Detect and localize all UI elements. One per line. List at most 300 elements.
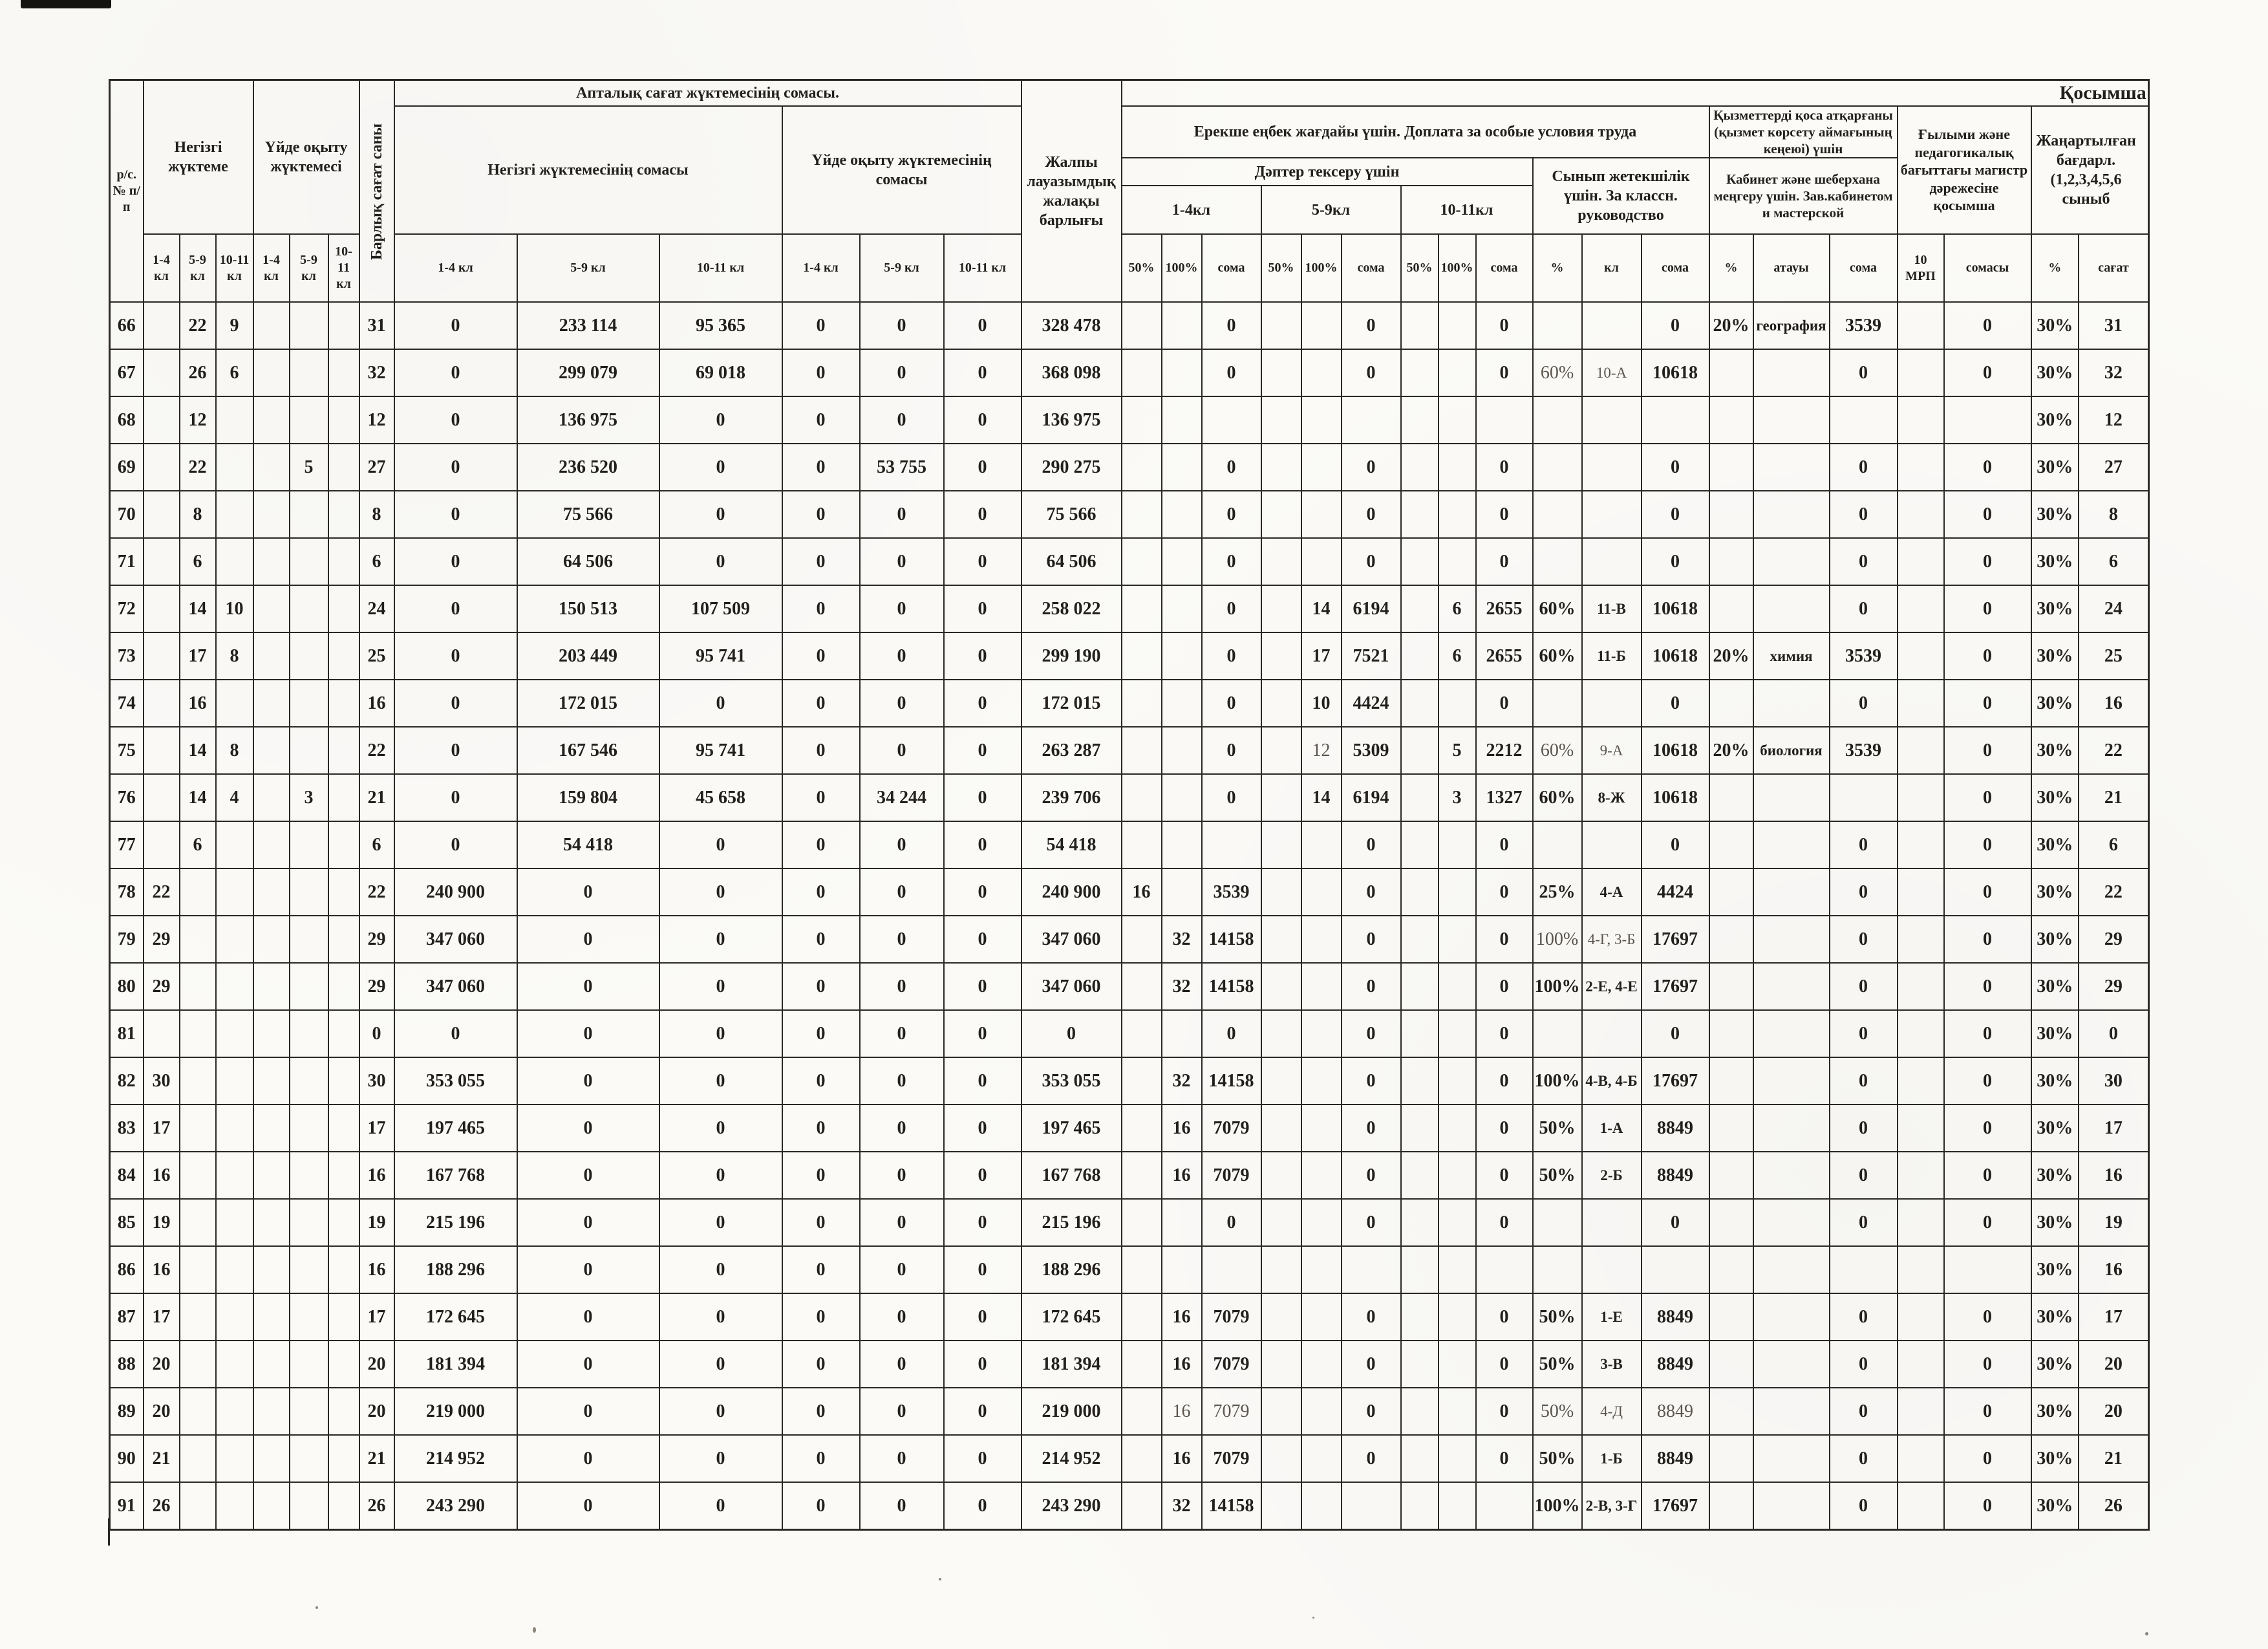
cell-cabinet-name <box>1753 444 1830 491</box>
cell-notebook-5-9-100: 10 <box>1301 680 1342 727</box>
cell-notebook-5-9-100 <box>1301 1341 1342 1388</box>
cell-main-load-10-11: 9 <box>216 302 253 349</box>
cell-main-load-10-11 <box>216 444 253 491</box>
cell-main-load-10-11 <box>216 680 253 727</box>
cell-notebook-5-9-50 <box>1261 396 1301 444</box>
cell-sum-home-5-9: 0 <box>860 538 944 585</box>
cell-notebook-10-11-100 <box>1439 1388 1476 1435</box>
header-salary-total: Жалпы лауазымдық жалақы барлығы <box>1022 80 1122 303</box>
cell-sum-home-5-9: 0 <box>860 1293 944 1341</box>
cell-home-load-5-9 <box>290 1057 328 1105</box>
cell-notebook-10-11-50 <box>1401 1199 1439 1246</box>
table-row <box>110 727 2149 774</box>
subheader-soma: сома <box>1202 234 1261 302</box>
cell-class-lead-class: 1-Е <box>1582 1293 1642 1341</box>
cell-updated-pct: 30% <box>2031 1388 2079 1435</box>
cell-master-sum <box>1944 1246 2031 1293</box>
cell-sum-home-1-4: 0 <box>782 1057 860 1105</box>
cell-main-load-10-11 <box>216 1246 253 1293</box>
cell-sum-main-10-11: 0 <box>659 538 782 585</box>
cell-row-number: 88 <box>110 1341 144 1388</box>
cell-cabinet-name <box>1753 491 1830 538</box>
scan-edge-mark <box>21 0 111 8</box>
cell-sum-main-1-4: 0 <box>394 632 517 680</box>
cell-total-hours: 16 <box>359 1152 394 1199</box>
cell-sum-home-5-9: 0 <box>860 680 944 727</box>
cell-row-number: 75 <box>110 727 144 774</box>
cell-updated-hours: 24 <box>2079 585 2148 632</box>
cell-notebook-10-11-100 <box>1439 1105 1476 1152</box>
cell-master-10mrp <box>1898 1388 1944 1435</box>
cell-master-sum: 0 <box>1944 632 2031 680</box>
cell-main-load-1-4 <box>144 727 180 774</box>
cell-class-lead-sum: 8849 <box>1642 1435 1709 1482</box>
header-group-cabinet: Кабинет және шеберхана меңгеру үшін. Зав.кабинетом и мастерской <box>1709 158 1898 234</box>
cell-class-lead-class: 4-А <box>1582 868 1642 916</box>
cell-main-load-1-4 <box>144 396 180 444</box>
cell-home-load-10-11 <box>328 821 359 868</box>
cell-total-hours: 8 <box>359 491 394 538</box>
cell-updated-pct: 30% <box>2031 444 2079 491</box>
table-row <box>110 1293 2149 1341</box>
subheader-1-4: 1-4 кл <box>253 234 290 302</box>
cell-salary-total: 239 706 <box>1022 774 1122 821</box>
cell-home-load-5-9 <box>290 632 328 680</box>
cell-notebook-10-11-100: 5 <box>1439 727 1476 774</box>
cell-cabinet-name <box>1753 1341 1830 1388</box>
cell-sum-main-10-11: 0 <box>659 1388 782 1435</box>
cell-sum-main-10-11: 0 <box>659 1341 782 1388</box>
cell-class-lead-pct <box>1533 302 1582 349</box>
cell-notebook-10-11-100 <box>1439 1341 1476 1388</box>
cell-sum-main-10-11: 107 509 <box>659 585 782 632</box>
cell-notebook-1-4-100 <box>1162 349 1202 396</box>
cell-sum-home-10-11: 0 <box>944 585 1022 632</box>
cell-class-lead-sum: 8849 <box>1642 1105 1709 1152</box>
cell-home-load-1-4 <box>253 1435 290 1482</box>
cell-sum-main-10-11: 0 <box>659 1199 782 1246</box>
cell-row-number: 84 <box>110 1152 144 1199</box>
subheader-somasy: сомасы <box>1944 234 2031 302</box>
cell-cabinet-sum: 0 <box>1830 349 1898 396</box>
cell-class-lead-sum: 10618 <box>1642 349 1709 396</box>
cell-notebook-5-9-100 <box>1301 1057 1342 1105</box>
cell-notebook-1-4-100 <box>1162 302 1202 349</box>
cell-sum-home-5-9: 34 244 <box>860 774 944 821</box>
cell-notebook-1-4-50: 16 <box>1122 868 1162 916</box>
cell-cabinet-pct <box>1709 585 1753 632</box>
cell-cabinet-pct: 20% <box>1709 727 1753 774</box>
cell-home-load-10-11 <box>328 1482 359 1529</box>
cell-notebook-10-11-sum: 0 <box>1476 1152 1533 1199</box>
cell-master-10mrp <box>1898 444 1944 491</box>
cell-class-lead-class <box>1582 302 1642 349</box>
cell-notebook-1-4-sum: 0 <box>1202 444 1261 491</box>
cell-cabinet-pct <box>1709 1057 1753 1105</box>
cell-cabinet-pct: 20% <box>1709 632 1753 680</box>
cell-notebook-10-11-50 <box>1401 916 1439 963</box>
cell-notebook-10-11-sum: 0 <box>1476 349 1533 396</box>
header-group-combined-duties: Қызметтерді қоса атқарғаны (қызмет көрсету аймағының кеңеюі) үшін <box>1709 106 1898 158</box>
cell-notebook-1-4-100 <box>1162 396 1202 444</box>
cell-sum-main-5-9: 236 520 <box>517 444 659 491</box>
table-row <box>110 585 2149 632</box>
cell-sum-home-1-4: 0 <box>782 868 860 916</box>
cell-notebook-5-9-100 <box>1301 868 1342 916</box>
cell-main-load-1-4: 29 <box>144 963 180 1010</box>
cell-notebook-1-4-sum: 0 <box>1202 302 1261 349</box>
cell-sum-home-10-11: 0 <box>944 632 1022 680</box>
cell-cabinet-name <box>1753 1482 1830 1529</box>
cell-master-10mrp <box>1898 727 1944 774</box>
cell-notebook-5-9-100: 14 <box>1301 585 1342 632</box>
table-row <box>110 821 2149 868</box>
cell-master-sum: 0 <box>1944 585 2031 632</box>
cell-home-load-10-11 <box>328 349 359 396</box>
cell-sum-main-5-9: 203 449 <box>517 632 659 680</box>
cell-notebook-10-11-100: 6 <box>1439 632 1476 680</box>
table-row <box>110 491 2149 538</box>
cell-cabinet-sum: 0 <box>1830 1152 1898 1199</box>
cell-notebook-1-4-sum: 14158 <box>1202 1482 1261 1529</box>
cell-notebook-10-11-100 <box>1439 821 1476 868</box>
cell-sum-home-5-9: 0 <box>860 585 944 632</box>
cell-notebook-5-9-sum: 0 <box>1342 444 1401 491</box>
cell-updated-hours: 29 <box>2079 963 2148 1010</box>
cell-updated-pct: 30% <box>2031 1341 2079 1388</box>
cell-master-sum: 0 <box>1944 538 2031 585</box>
cell-class-lead-sum: 0 <box>1642 491 1709 538</box>
cell-sum-home-1-4: 0 <box>782 1010 860 1057</box>
subheader-1-4: 1-4 кл <box>144 234 180 302</box>
cell-notebook-5-9-50 <box>1261 349 1301 396</box>
cell-sum-main-5-9: 136 975 <box>517 396 659 444</box>
cell-class-lead-class: 11-Б <box>1582 632 1642 680</box>
cell-sum-home-1-4: 0 <box>782 680 860 727</box>
cell-notebook-5-9-100 <box>1301 1293 1342 1341</box>
cell-row-number: 68 <box>110 396 144 444</box>
cell-notebook-10-11-100 <box>1439 302 1476 349</box>
cell-master-10mrp <box>1898 868 1944 916</box>
cell-main-load-1-4 <box>144 585 180 632</box>
cell-notebook-10-11-sum: 0 <box>1476 868 1533 916</box>
cell-sum-main-10-11: 95 741 <box>659 632 782 680</box>
cell-sum-home-1-4: 0 <box>782 491 860 538</box>
cell-notebook-5-9-50 <box>1261 1246 1301 1293</box>
cell-class-lead-class: 4-В, 4-Б <box>1582 1057 1642 1105</box>
cell-row-number: 87 <box>110 1293 144 1341</box>
cell-notebook-1-4-sum: 3539 <box>1202 868 1261 916</box>
cell-sum-main-1-4: 0 <box>394 680 517 727</box>
table-row <box>110 1246 2149 1293</box>
cell-salary-total: 0 <box>1022 1010 1122 1057</box>
cell-updated-pct: 30% <box>2031 963 2079 1010</box>
cell-master-sum: 0 <box>1944 444 2031 491</box>
cell-cabinet-pct <box>1709 538 1753 585</box>
header-total-hours: Барлық сағат саны <box>359 80 394 303</box>
cell-notebook-5-9-50 <box>1261 1105 1301 1152</box>
cell-notebook-1-4-sum <box>1202 821 1261 868</box>
cell-home-load-5-9 <box>290 1388 328 1435</box>
cell-main-load-5-9 <box>180 1199 216 1246</box>
cell-master-sum: 0 <box>1944 727 2031 774</box>
cell-class-lead-sum: 0 <box>1642 1199 1709 1246</box>
subheader-10mrp: 10 МРП <box>1898 234 1944 302</box>
cell-notebook-5-9-sum: 0 <box>1342 1341 1401 1388</box>
cell-updated-pct: 30% <box>2031 1010 2079 1057</box>
cell-main-load-10-11 <box>216 396 253 444</box>
cell-sum-home-5-9: 0 <box>860 868 944 916</box>
cell-notebook-1-4-50 <box>1122 1010 1162 1057</box>
cell-notebook-5-9-sum <box>1342 1246 1401 1293</box>
cell-main-load-10-11 <box>216 1293 253 1341</box>
cell-notebook-10-11-100 <box>1439 349 1476 396</box>
cell-main-load-5-9: 8 <box>180 491 216 538</box>
cell-home-load-5-9 <box>290 396 328 444</box>
subheader-100: 100% <box>1301 234 1342 302</box>
cell-updated-hours: 20 <box>2079 1388 2148 1435</box>
cell-sum-home-10-11: 0 <box>944 1293 1022 1341</box>
cell-sum-main-10-11: 0 <box>659 1293 782 1341</box>
cell-notebook-1-4-50 <box>1122 727 1162 774</box>
cell-sum-home-10-11: 0 <box>944 821 1022 868</box>
cell-sum-main-5-9: 75 566 <box>517 491 659 538</box>
cell-class-lead-class: 11-В <box>1582 585 1642 632</box>
cell-updated-hours: 17 <box>2079 1293 2148 1341</box>
cell-cabinet-pct <box>1709 1152 1753 1199</box>
cell-notebook-1-4-50 <box>1122 680 1162 727</box>
cell-notebook-1-4-sum: 0 <box>1202 727 1261 774</box>
cell-class-lead-sum: 0 <box>1642 302 1709 349</box>
cell-total-hours: 0 <box>359 1010 394 1057</box>
cell-total-hours: 20 <box>359 1341 394 1388</box>
cell-sum-home-5-9: 0 <box>860 1388 944 1435</box>
header-notebook-5-9: 5-9кл <box>1261 186 1401 234</box>
cell-sum-home-10-11: 0 <box>944 1010 1022 1057</box>
cell-home-load-10-11 <box>328 963 359 1010</box>
cell-salary-total: 136 975 <box>1022 396 1122 444</box>
cell-class-lead-class: 1-Б <box>1582 1435 1642 1482</box>
cell-total-hours: 17 <box>359 1105 394 1152</box>
cell-row-number: 76 <box>110 774 144 821</box>
cell-main-load-5-9: 14 <box>180 774 216 821</box>
cell-class-lead-class: 4-Д <box>1582 1388 1642 1435</box>
cell-sum-home-5-9: 0 <box>860 396 944 444</box>
cell-notebook-1-4-sum: 0 <box>1202 680 1261 727</box>
cell-sum-main-1-4: 353 055 <box>394 1057 517 1105</box>
cell-sum-home-1-4: 0 <box>782 396 860 444</box>
header-group-weekly-sum: Апталық сағат жүктемесінің сомасы. <box>394 80 1022 106</box>
cell-sum-home-10-11: 0 <box>944 1388 1022 1435</box>
cell-notebook-5-9-sum: 0 <box>1342 349 1401 396</box>
cell-cabinet-sum: 3539 <box>1830 632 1898 680</box>
cell-sum-main-10-11: 0 <box>659 680 782 727</box>
cell-sum-home-10-11: 0 <box>944 444 1022 491</box>
cell-cabinet-name <box>1753 1435 1830 1482</box>
cell-main-load-1-4: 19 <box>144 1199 180 1246</box>
subheader-50: 50% <box>1122 234 1162 302</box>
cell-cabinet-pct <box>1709 680 1753 727</box>
cell-class-lead-pct: 50% <box>1533 1341 1582 1388</box>
cell-updated-hours: 27 <box>2079 444 2148 491</box>
cell-total-hours: 26 <box>359 1482 394 1529</box>
cell-home-load-10-11 <box>328 1388 359 1435</box>
cell-notebook-1-4-100: 16 <box>1162 1435 1202 1482</box>
cell-notebook-1-4-sum: 14158 <box>1202 916 1261 963</box>
cell-updated-pct: 30% <box>2031 680 2079 727</box>
cell-notebook-5-9-50 <box>1261 1435 1301 1482</box>
cell-main-load-5-9 <box>180 1152 216 1199</box>
cell-notebook-1-4-50 <box>1122 774 1162 821</box>
cell-notebook-1-4-50 <box>1122 1057 1162 1105</box>
cell-notebook-5-9-50 <box>1261 868 1301 916</box>
cell-row-number: 81 <box>110 1010 144 1057</box>
cell-sum-home-5-9: 0 <box>860 1435 944 1482</box>
cell-class-lead-pct: 50% <box>1533 1435 1582 1482</box>
cell-notebook-10-11-50 <box>1401 1341 1439 1388</box>
cell-home-load-5-9 <box>290 821 328 868</box>
cell-main-load-5-9: 14 <box>180 727 216 774</box>
table-row <box>110 396 2149 444</box>
cell-notebook-10-11-100 <box>1439 868 1476 916</box>
cell-home-load-5-9 <box>290 491 328 538</box>
cell-notebook-10-11-50 <box>1401 963 1439 1010</box>
cell-main-load-10-11 <box>216 1010 253 1057</box>
cell-salary-total: 172 015 <box>1022 680 1122 727</box>
cell-class-lead-class <box>1582 1199 1642 1246</box>
cell-notebook-10-11-50 <box>1401 868 1439 916</box>
cell-main-load-5-9: 6 <box>180 821 216 868</box>
cell-class-lead-sum: 10618 <box>1642 585 1709 632</box>
subheader-soma: сома <box>1642 234 1709 302</box>
cell-class-lead-class: 2-Е, 4-Е <box>1582 963 1642 1010</box>
cell-notebook-1-4-sum <box>1202 396 1261 444</box>
cell-row-number: 82 <box>110 1057 144 1105</box>
cell-cabinet-sum: 0 <box>1830 1057 1898 1105</box>
cell-master-sum: 0 <box>1944 1057 2031 1105</box>
cell-master-sum <box>1944 396 2031 444</box>
cell-updated-hours: 26 <box>2079 1482 2148 1529</box>
cell-class-lead-pct <box>1533 396 1582 444</box>
cell-sum-home-10-11: 0 <box>944 1199 1022 1246</box>
cell-home-load-10-11 <box>328 1105 359 1152</box>
cell-notebook-1-4-sum: 0 <box>1202 585 1261 632</box>
cell-cabinet-sum: 0 <box>1830 1199 1898 1246</box>
cell-sum-main-5-9: 0 <box>517 963 659 1010</box>
subheader-1-4: 1-4 кл <box>394 234 517 302</box>
cell-main-load-1-4: 20 <box>144 1341 180 1388</box>
cell-updated-hours: 16 <box>2079 680 2148 727</box>
cell-notebook-10-11-sum: 0 <box>1476 680 1533 727</box>
cell-class-lead-sum: 0 <box>1642 680 1709 727</box>
cell-notebook-1-4-50 <box>1122 632 1162 680</box>
cell-updated-pct: 30% <box>2031 727 2079 774</box>
cell-sum-main-5-9: 167 546 <box>517 727 659 774</box>
cell-sum-home-1-4: 0 <box>782 1435 860 1482</box>
cell-class-lead-pct: 50% <box>1533 1388 1582 1435</box>
cell-sum-main-10-11: 69 018 <box>659 349 782 396</box>
cell-total-hours: 16 <box>359 1246 394 1293</box>
cell-updated-pct: 30% <box>2031 1293 2079 1341</box>
cell-main-load-1-4 <box>144 538 180 585</box>
cell-sum-main-10-11: 0 <box>659 1152 782 1199</box>
cell-sum-main-5-9: 0 <box>517 1341 659 1388</box>
subheader-class: кл <box>1582 234 1642 302</box>
cell-master-10mrp <box>1898 916 1944 963</box>
cell-notebook-5-9-100 <box>1301 821 1342 868</box>
cell-notebook-1-4-50 <box>1122 1435 1162 1482</box>
cell-notebook-5-9-sum <box>1342 396 1401 444</box>
cell-updated-pct: 30% <box>2031 1482 2079 1529</box>
cell-class-lead-sum: 8849 <box>1642 1293 1709 1341</box>
cell-notebook-1-4-50 <box>1122 963 1162 1010</box>
cell-home-load-5-9 <box>290 1435 328 1482</box>
cell-sum-home-5-9: 0 <box>860 916 944 963</box>
cell-updated-pct: 30% <box>2031 774 2079 821</box>
cell-main-load-1-4: 17 <box>144 1293 180 1341</box>
cell-class-lead-sum: 17697 <box>1642 916 1709 963</box>
cell-sum-main-10-11: 0 <box>659 444 782 491</box>
cell-main-load-5-9 <box>180 1057 216 1105</box>
cell-notebook-10-11-50 <box>1401 1388 1439 1435</box>
cell-notebook-5-9-sum: 0 <box>1342 916 1401 963</box>
cell-notebook-5-9-100 <box>1301 1152 1342 1199</box>
cell-sum-home-10-11: 0 <box>944 868 1022 916</box>
cell-class-lead-class <box>1582 538 1642 585</box>
cell-home-load-10-11 <box>328 538 359 585</box>
cell-main-load-5-9: 12 <box>180 396 216 444</box>
cell-home-load-1-4 <box>253 444 290 491</box>
cell-home-load-5-9 <box>290 1482 328 1529</box>
subheader-5-9: 5-9 кл <box>860 234 944 302</box>
cell-salary-total: 258 022 <box>1022 585 1122 632</box>
cell-cabinet-name <box>1753 1105 1830 1152</box>
cell-sum-main-5-9: 0 <box>517 868 659 916</box>
cell-home-load-1-4 <box>253 1388 290 1435</box>
cell-cabinet-name <box>1753 680 1830 727</box>
cell-sum-main-10-11: 0 <box>659 396 782 444</box>
table-row <box>110 774 2149 821</box>
cell-class-lead-pct <box>1533 1199 1582 1246</box>
cell-salary-total: 347 060 <box>1022 916 1122 963</box>
cell-notebook-10-11-100 <box>1439 1152 1476 1199</box>
cell-notebook-10-11-100 <box>1439 963 1476 1010</box>
cell-notebook-1-4-50 <box>1122 396 1162 444</box>
cell-salary-total: 215 196 <box>1022 1199 1122 1246</box>
cell-master-10mrp <box>1898 349 1944 396</box>
cell-total-hours: 29 <box>359 916 394 963</box>
cell-total-hours: 16 <box>359 680 394 727</box>
cell-sum-home-5-9: 0 <box>860 1341 944 1388</box>
cell-updated-hours: 22 <box>2079 868 2148 916</box>
cell-total-hours: 24 <box>359 585 394 632</box>
cell-cabinet-sum: 0 <box>1830 1435 1898 1482</box>
cell-main-load-5-9: 22 <box>180 444 216 491</box>
cell-main-load-5-9: 6 <box>180 538 216 585</box>
cell-sum-home-5-9: 0 <box>860 821 944 868</box>
cell-home-load-1-4 <box>253 1152 290 1199</box>
cell-notebook-10-11-100 <box>1439 1057 1476 1105</box>
cell-class-lead-sum: 17697 <box>1642 1057 1709 1105</box>
cell-notebook-10-11-100 <box>1439 916 1476 963</box>
cell-notebook-5-9-sum: 0 <box>1342 963 1401 1010</box>
header-group-home-sum: Үйде оқыту жүктемесінің сомасы <box>782 106 1022 235</box>
cell-cabinet-pct <box>1709 491 1753 538</box>
header-group-notebook-check: Дәптер тексеру үшін <box>1122 158 1533 186</box>
cell-updated-pct: 30% <box>2031 396 2079 444</box>
cell-main-load-1-4 <box>144 444 180 491</box>
cell-class-lead-sum: 10618 <box>1642 632 1709 680</box>
